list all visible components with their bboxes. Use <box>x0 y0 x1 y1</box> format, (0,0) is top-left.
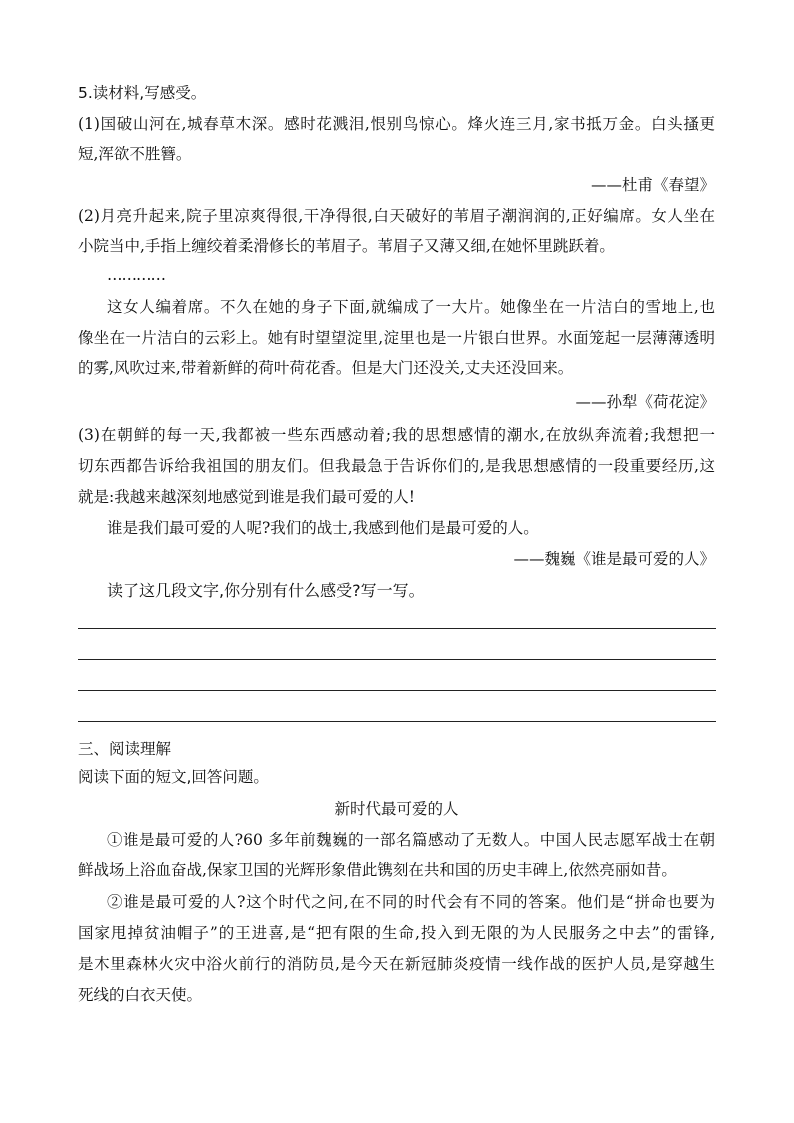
material-2-line-4: 像坐在一片洁白的云彩上。她有时望望淀里,淀里也是一片银白世界。水面笼起一层薄薄透明 <box>78 329 715 347</box>
material-1-source: ——杜甫《春望》 <box>590 176 715 194</box>
article-para-1-line-1: ①谁是最可爱的人?60 多年前魏巍的一部名篇感动了无数人。中国人民志愿军战士在朝 <box>107 831 715 849</box>
material-2-line-5: 的雾,风吹过来,带着新鲜的荷叶荷花香。但是大门还没关,丈夫还没回来。 <box>78 359 574 377</box>
answer-line-4[interactable] <box>78 721 716 722</box>
article-para-1-line-2: 鲜战场上浴血奋战,保家卫国的光辉形象借此镌刻在共和国的历史丰碑上,依然亮丽如昔。 <box>78 861 677 879</box>
material-1-line-2: 短,浑欲不胜簪。 <box>78 145 192 163</box>
article-para-2-line-3: 是木里森林火灾中浴火前行的消防员,是今天在新冠肺炎疫情一线作战的医护人员,是穿越生 <box>78 955 715 973</box>
section-3-instruction: 阅读下面的短文,回答问题。 <box>78 768 269 786</box>
section-3-heading: 三、阅读理解 <box>78 740 172 758</box>
material-2-line-2: 小院当中,手指上缠绞着柔滑修长的苇眉子。苇眉子又薄又细,在她怀里跳跃着。 <box>78 237 615 255</box>
material-3-line-2: 切东西都告诉给我祖国的朋友们。但我最急于告诉你们的,是我思想感情的一段重要经历,这 <box>78 457 715 475</box>
material-2-line-1: (2)月亮升起来,院子里凉爽得很,干净得很,白天破好的苇眉子潮润润的,正好编席。女人坐在 <box>78 207 715 225</box>
article-para-2-line-1: ②谁是最可爱的人?这个时代之问,在不同的时代会有不同的答案。他们是“拼命也要为 <box>107 893 715 911</box>
material-3-source: ——魏巍《谁是最可爱的人》 <box>513 550 715 568</box>
material-2-source: ——孙犁《荷花淀》 <box>575 393 715 411</box>
article-para-2-line-4: 死线的白衣天使。 <box>78 986 203 1004</box>
material-2-ellipsis: ………… <box>107 266 165 284</box>
material-2-line-3: 这女人编着席。不久在她的身子下面,就编成了一大片。她像坐在一片洁白的雪地上,也 <box>107 298 715 316</box>
answer-line-1[interactable] <box>78 628 716 629</box>
material-3-line-3: 就是:我越来越深刻地感觉到谁是我们最可爱的人! <box>78 488 415 506</box>
answer-line-2[interactable] <box>78 659 716 660</box>
article-title: 新时代最可爱的人 <box>334 800 459 818</box>
answer-line-3[interactable] <box>78 690 716 691</box>
material-3-line-1: (3)在朝鲜的每一天,我都被一些东西感动着;我的思想感情的潮水,在放纵奔流着;我想把一 <box>78 426 715 444</box>
article-para-2-line-2: 国家甩掉贫油帽子”的王进喜,是“把有限的生命,投入到无限的为人民服务之中去”的雷锋, <box>78 924 715 942</box>
material-3-line-4: 谁是我们最可爱的人呢?我们的战士,我感到他们是最可爱的人。 <box>107 519 539 537</box>
question-5-prompt: 读了这几段文字,你分别有什么感受?写一写。 <box>107 581 425 600</box>
material-1-line-1: (1)国破山河在,城春草木深。感时花溅泪,恨别鸟惊心。烽火连三月,家书抵万金。白头搔更 <box>78 115 715 133</box>
question-5-heading: 5.读材料,写感受。 <box>78 84 207 102</box>
